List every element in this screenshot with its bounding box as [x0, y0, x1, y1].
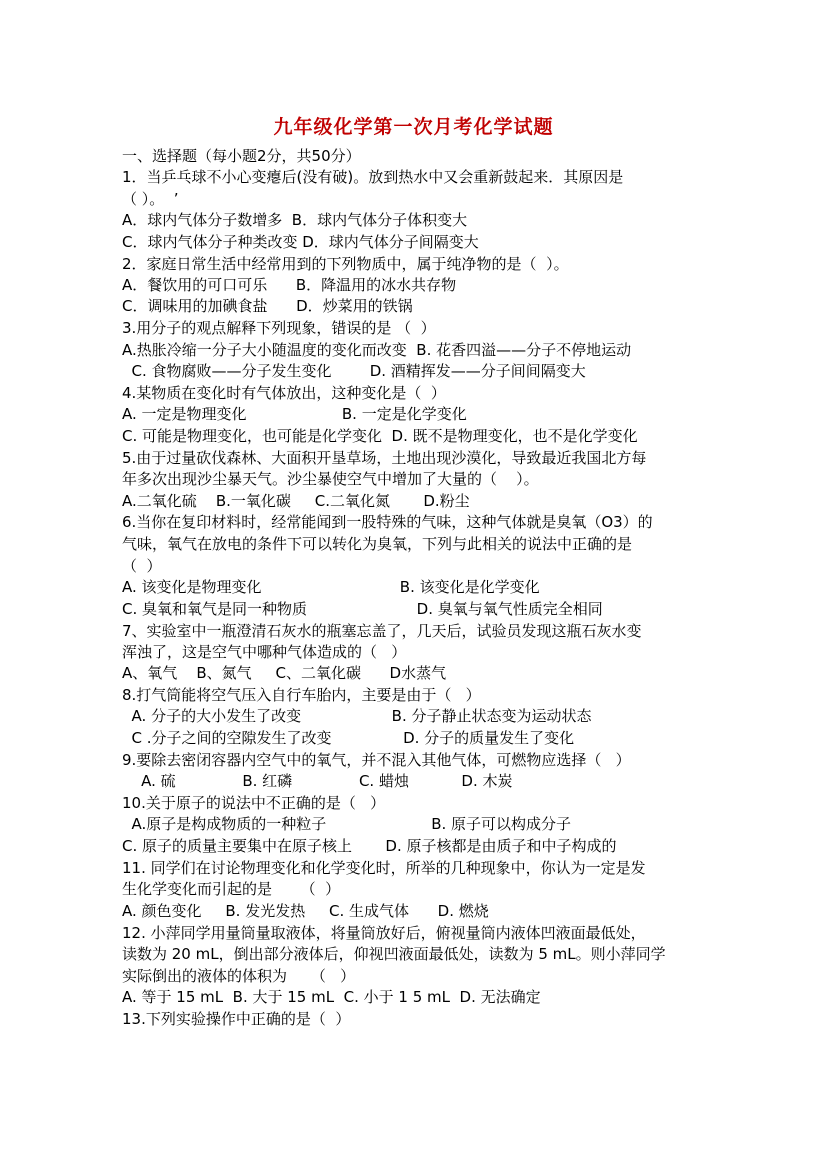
- text-line: A．球内气体分子数增多 B．球内气体分子体积变大: [122, 211, 468, 229]
- text-line: A. 颜色变化 B. 发光发热 C. 生成气体 D. 燃烧: [122, 902, 489, 920]
- text-line: 12. 小萍同学用量筒量取液体，将量筒放好后，俯视量筒内液体凹液面最低处，: [122, 924, 646, 942]
- text-line: 8.打气筒能将空气压入自行车胎内，主要是由于（ ）: [122, 686, 481, 704]
- text-line: A. 等于 15 mL B. 大于 15 mL C. 小于 1 5 mL D. 无法确定: [122, 988, 541, 1006]
- text-line: 7、实验室中一瓶澄清石灰水的瓶塞忘盖了，几天后，试验员发现这瓶石灰水变: [122, 622, 642, 640]
- text-line: 年多次出现沙尘暴天气。沙尘暴使空气中增加了大量的（ ）。: [122, 470, 539, 488]
- text-line: A. 硫 B. 红磷 C. 蜡烛 D. 木炭: [122, 772, 513, 790]
- text-line: A.二氧化硫 B.一氧化碳 C.二氧化氮 D.粉尘: [122, 492, 470, 510]
- text-line: 9.要除去密闭容器内空气中的氧气，并不混入其他气体，可燃物应选择（ ）: [122, 751, 631, 769]
- text-line: 4.某物质在变化时有气体放出，这种变化是（ ）: [122, 384, 446, 402]
- text-line: （ ）。 ’: [122, 190, 179, 208]
- text-line: A、氧气 B、氮气 C、二氧化碳 D水蒸气: [122, 664, 447, 682]
- text-line: C. 原子的质量主要集中在原子核上 D. 原子核都是由质子和中子构成的: [122, 837, 617, 855]
- exam-title: 九年级化学第一次月考化学试题: [273, 116, 554, 138]
- text-line: 5.由于过量砍伐森林、大面积开垦草场，土地出现沙漠化，导致最近我国北方每: [122, 449, 647, 467]
- text-line: C. 食物腐败——分子发生变化 D. 酒精挥发——分子间间隔变大: [122, 362, 586, 380]
- text-line: 一、选择题（每小题2分，共50分）: [122, 147, 361, 165]
- text-line: 6.当你在复印材料时，经常能闻到一股特殊的气味，这种气体就是臭氧（O3）的: [122, 513, 653, 531]
- text-line: A.热胀冷缩一分子大小随温度的变化而改变 B. 花香四溢——分子不停地运动: [122, 341, 632, 359]
- text-line: 11. 同学们在讨论物理变化和化学变化时，所举的几种现象中，你认为一定是发: [122, 859, 646, 877]
- text-line: （ ）: [122, 557, 162, 575]
- text-line: 3.用分子的观点解释下列现象，错误的是 （ ）: [122, 319, 436, 337]
- text-line: 1．当乒乓球不小心变瘪后(没有破)。放到热水中又会重新鼓起来．其原因是: [122, 168, 624, 186]
- text-line: C．球内气体分子种类改变 D．球内气体分子间隔变大: [122, 233, 479, 251]
- text-line: 气味，氧气在放电的条件下可以转化为臭氧，下列与此相关的说法中正确的是: [122, 535, 633, 553]
- text-line: 2．家庭日常生活中经常用到的下列物质中，属于纯净物的是（ ）。: [122, 255, 569, 273]
- text-line: 读数为 20 mL，倒出部分液体后，仰视凹液面最低处，读数为 5 mL。则小萍同学: [122, 945, 666, 963]
- text-line: A．餐饮用的可口可乐 B．降温用的冰水共存物: [122, 276, 457, 294]
- text-line: 13.下列实验操作中正确的是（ ）: [122, 1010, 351, 1028]
- text-line: C. 臭氧和氧气是同一种物质 D. 臭氧与氧气性质完全相同: [122, 600, 603, 618]
- text-line: A. 分子的大小发生了改变 B. 分子静止状态变为运动状态: [122, 707, 592, 725]
- text-line: C．调味用的加碘食盐 D．炒菜用的铁锅: [122, 297, 413, 315]
- text-line: 生化学变化而引起的是 （ ）: [122, 880, 341, 898]
- text-line: A. 一定是物理变化 B. 一定是化学变化: [122, 405, 467, 423]
- text-line: C. 可能是物理变化，也可能是化学变化 D. 既不是物理变化，也不是化学变化: [122, 427, 638, 445]
- text-line: 浑浊了，这是空气中哪种气体造成的（ ）: [122, 643, 407, 661]
- text-line: 实际倒出的液体的体积为 （ ）: [122, 967, 356, 985]
- text-line: A.原子是构成物质的一种粒子 B. 原子可以构成分子: [122, 815, 572, 833]
- text-line: C .分子之间的空隙发生了改变 D. 分子的质量发生了变化: [122, 729, 575, 747]
- text-line: 10.关于原子的说法中不正确的是（ ）: [122, 794, 386, 812]
- text-line: A. 该变化是物理变化 B. 该变化是化学变化: [122, 578, 540, 596]
